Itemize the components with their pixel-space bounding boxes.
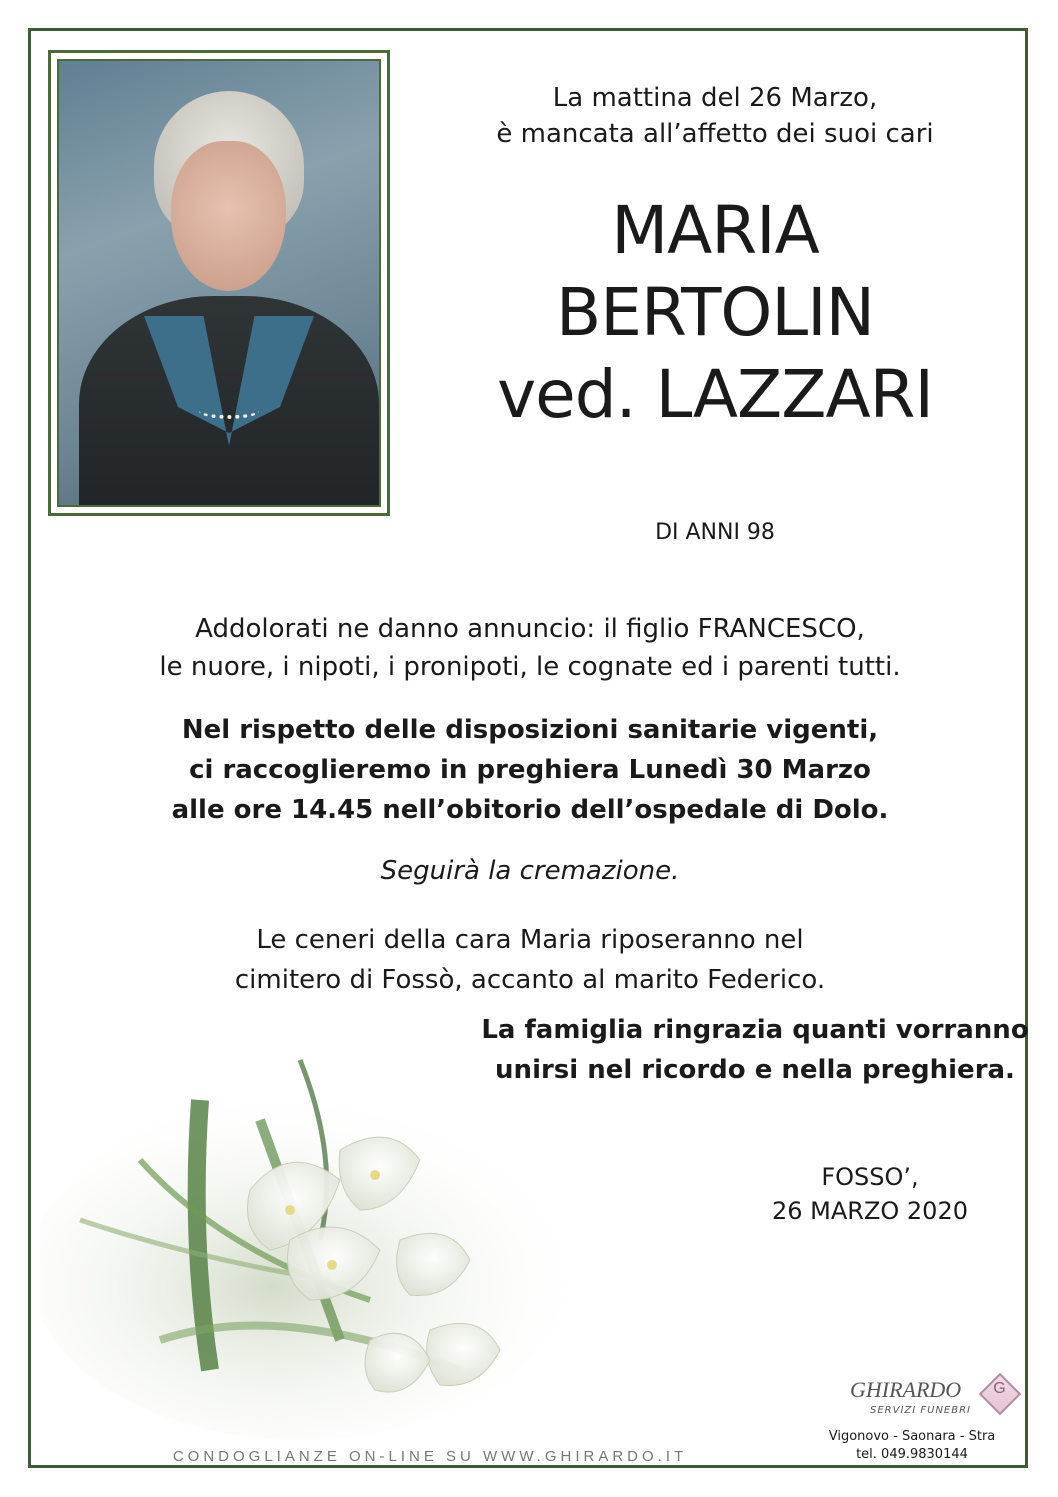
online-condolences-footer: CONDOGLIANZE ON-LINE SU WWW.GHIRARDO.IT bbox=[172, 1448, 688, 1465]
portrait-photo bbox=[48, 50, 390, 516]
deceased-name bbox=[430, 190, 1000, 436]
contact-phone: tel. 049.9830144 bbox=[856, 1447, 968, 1462]
service-line-1: Nel rispetto delle disposizioni sanitarie vigenti, bbox=[181, 715, 879, 745]
logo-mark-letter: G bbox=[993, 1380, 1006, 1398]
cremation-note: Seguirà la cremazione. bbox=[380, 856, 680, 886]
ashes-line-1: Le ceneri della cara Maria riposeranno nel bbox=[256, 925, 804, 955]
place-text: FOSSO’, bbox=[821, 1163, 919, 1191]
date-text: 26 MARZO 2020 bbox=[771, 1197, 968, 1225]
service-details bbox=[40, 710, 1020, 830]
first-name: MARIA bbox=[611, 192, 819, 269]
thanks-note bbox=[470, 1010, 1040, 1090]
married-name: ved. LAZZARI bbox=[497, 356, 933, 433]
portrait-jacket bbox=[79, 296, 379, 507]
portrait-necklace bbox=[199, 403, 259, 419]
service-line-3: alle ore 14.45 nell’obitorio dell’ospedale di Dolo. bbox=[171, 795, 889, 825]
intro-line-1: La mattina del 26 Marzo, bbox=[552, 83, 878, 113]
contact-locations: Vigonovo - Saonara - Stra bbox=[828, 1429, 996, 1444]
ashes-line-2: cimitero di Fossò, accanto al marito Federico. bbox=[234, 965, 826, 995]
ashes-note bbox=[40, 920, 1020, 1000]
service-line-2: ci raccoglieremo in preghiera Lunedì 30 Marzo bbox=[189, 755, 871, 785]
portrait-image bbox=[57, 59, 381, 507]
thanks-line-1: La famiglia ringrazia quanti vorranno bbox=[481, 1015, 1029, 1045]
age-text: DI ANNI 98 bbox=[655, 520, 775, 545]
announcement-line-1: Addolorati ne danno annuncio: il figlio FRANCESCO, bbox=[195, 614, 865, 644]
calla-lily-bouquet bbox=[40, 1040, 600, 1440]
ghirardo-logo bbox=[830, 1375, 1030, 1425]
portrait-face bbox=[171, 141, 286, 291]
logo-mark-icon bbox=[979, 1373, 1021, 1415]
logo-brand: GHIRARDO bbox=[850, 1377, 962, 1402]
announcement bbox=[40, 610, 1020, 686]
contact-info bbox=[812, 1428, 1012, 1464]
announcement-line-2: le nuore, i nipoti, i pronipoti, le cognate ed i parenti tutti. bbox=[159, 652, 901, 682]
logo-subtitle: SERVIZI FUNEBRI bbox=[870, 1405, 972, 1416]
intro-text bbox=[430, 80, 1000, 152]
place-and-date bbox=[740, 1160, 1000, 1228]
intro-line-2: è mancata all’affetto dei suoi cari bbox=[496, 119, 934, 149]
last-name: BERTOLIN bbox=[556, 274, 874, 351]
thanks-line-2: unirsi nel ricordo e nella preghiera. bbox=[495, 1055, 1015, 1085]
